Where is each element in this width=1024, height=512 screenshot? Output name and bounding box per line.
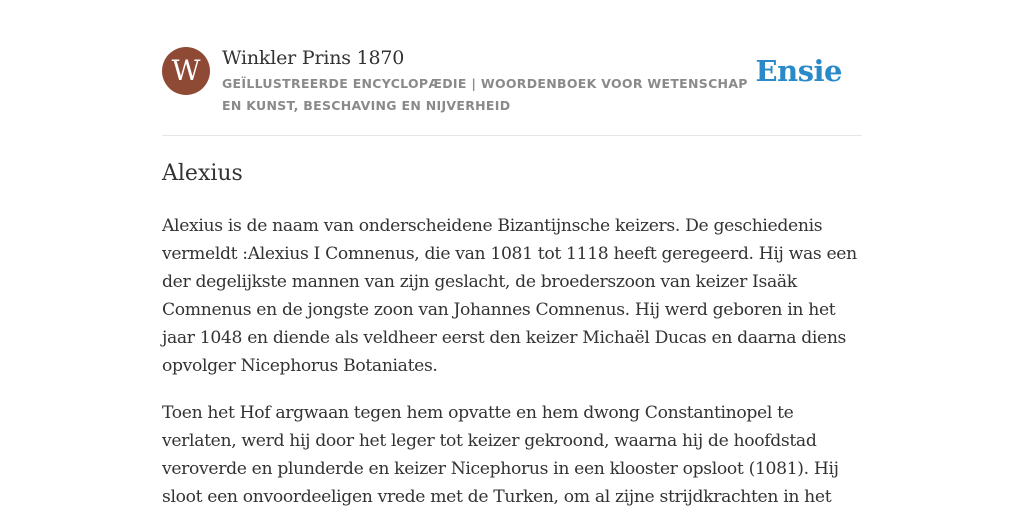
site-subtitle: GEÏLLUSTREERDE ENCYCLOPÆDIE | WOORDENBOEK VOOR WETENSCHAP EN KUNST, BESCHAVING EN NIJVERHEID	[222, 76, 748, 113]
site-header	[162, 45, 862, 135]
article-body	[162, 212, 864, 512]
brand-logo[interactable]: Ensie	[755, 54, 842, 88]
header-divider	[162, 135, 862, 136]
article-title: Alexius	[162, 161, 243, 186]
article-paragraph: Toen het Hof argwaan tegen hem opvatte en hem dwong Constantinopel te verlaten, werd hij door het leger tot keizer gekroond, waarna hij de hoofdstad veroverde en plunderde en keizer Nicephorus in een klooster opsloot (1081). Hij sloot een onvoordeeligen vrede met de Turken, om al zijne strijdkrachten in het	[162, 403, 839, 507]
site-title[interactable]: Winkler Prins 1870	[222, 47, 405, 69]
article-paragraph: Alexius is de naam van onderscheidene Bizantijnsche keizers. De geschiedenis vermeldt :Alexius I Comnenus, die van 1081 tot 1118 heeft geregeerd. Hij was een der degelijkste mannen van zijn geslacht, de broederszoon van keizer Isaäk Comnenus en de jongste zoon van Johannes Comnenus. Hij werd geboren in het jaar 1048 en diende als veldheer eerst den keizer Michaël Ducas en daarna diens opvolger Nicephorus Botaniates.	[162, 216, 857, 376]
avatar[interactable]: W	[162, 47, 210, 95]
